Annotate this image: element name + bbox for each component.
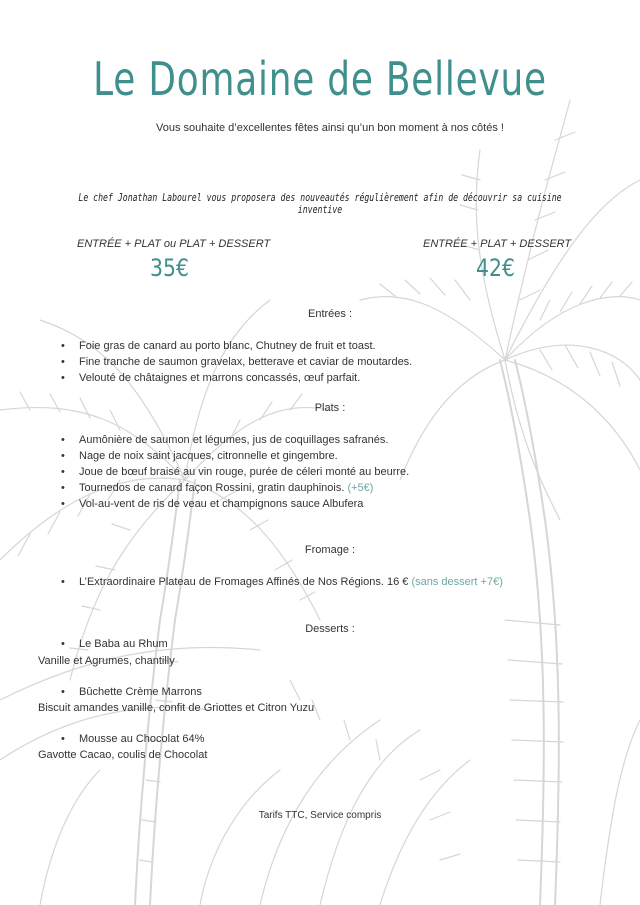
list-item: • Tournedos de canard façon Rossini, gratin dauphinois. (+5€) xyxy=(61,482,374,494)
formula-price-1: 35€ xyxy=(150,254,189,282)
bullet-dot-icon: • xyxy=(61,450,65,462)
bullet-dot-icon: • xyxy=(61,686,65,698)
dessert-description: Biscuit amandes vanille, confit de Griottes et Citron Yuzu xyxy=(38,702,315,714)
list-item: • Joue de bœuf braisé au vin rouge, purée de céleri monté au beurre. xyxy=(61,466,410,478)
bullet-dot-icon: • xyxy=(61,434,65,446)
list-item: • Nage de noix saint jacques, citronnelle et gingembre. xyxy=(61,450,338,462)
footer-note: Tarifs TTC, Service compris xyxy=(258,810,382,821)
list-item: • Velouté de châtaignes et marrons concassés, œuf parfait. xyxy=(61,372,361,384)
bullet-dot-icon: • xyxy=(61,466,65,478)
dessert-description: Gavotte Cacao, coulis de Chocolat xyxy=(38,749,208,761)
section-title-desserts: Desserts : xyxy=(305,623,355,635)
section-title-plats: Plats : xyxy=(314,402,346,414)
bullet-dot-icon: • xyxy=(61,638,65,650)
list-item: • Aumônière de saumon et légumes, jus de coquillages safranés. xyxy=(61,434,389,446)
dessert-description: Vanille et Agrumes, chantilly xyxy=(38,655,175,667)
bullet-dot-icon: • xyxy=(61,498,65,510)
list-item: • Vol-au-vent de ris de veau et champignons sauce Albufera xyxy=(61,498,364,510)
bullet-dot-icon: • xyxy=(61,576,65,588)
bullet-dot-icon: • xyxy=(61,733,65,745)
chef-note: Le chef Jonathan Labourel vous proposera des nouveautés régulièrement afin de découvrir sa cuisine inventive xyxy=(78,192,562,216)
list-item: • Foie gras de canard au porto blanc, Chutney de fruit et toast. xyxy=(61,340,376,352)
formula-label-2: ENTRÉE + PLAT + DESSERT xyxy=(423,238,572,250)
plats-list xyxy=(61,432,409,512)
entrees-list xyxy=(61,338,412,386)
bullet-dot-icon: • xyxy=(61,340,65,352)
section-title-fromage: Fromage : xyxy=(304,544,356,556)
dessert-name: • Bûchette Crème Marrons xyxy=(61,686,202,698)
dessert-name: • Le Baba au Rhum xyxy=(61,638,168,650)
formula-label-1: ENTRÉE + PLAT ou PLAT + DESSERT xyxy=(77,238,271,250)
bullet-dot-icon: • xyxy=(61,482,65,494)
dessert-name: • Mousse au Chocolat 64% xyxy=(61,733,205,745)
bullet-dot-icon: • xyxy=(61,356,65,368)
section-title-entrees: Entrées : xyxy=(307,308,353,320)
formula-price-2: 42€ xyxy=(476,254,515,282)
list-item: • Fine tranche de saumon gravelax, betterave et caviar de moutardes. xyxy=(61,356,413,368)
list-item: • L’Extraordinaire Plateau de Fromages Affinés de Nos Régions. 16 € (sans dessert +7€) xyxy=(61,576,503,588)
fromage-list xyxy=(61,574,503,590)
restaurant-title: Le Domaine de Bellevue xyxy=(93,52,547,106)
bullet-dot-icon: • xyxy=(61,372,65,384)
greeting-subtitle: Vous souhaite d’excellentes fêtes ainsi qu’un bon moment à nos côtés ! xyxy=(156,122,504,134)
